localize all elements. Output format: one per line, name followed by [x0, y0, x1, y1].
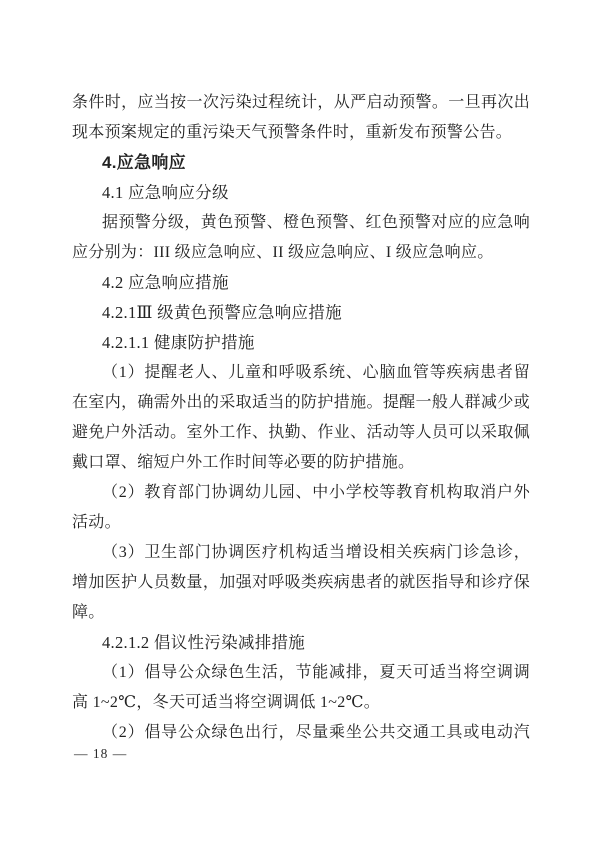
text-line: 活动。 [72, 514, 121, 531]
text-line: 避免户外活动。室外工作、执勤、作业、活动等人员可以采取佩 [72, 424, 530, 441]
document-body [72, 88, 530, 748]
text-line: 据预警分级，黄色预警、橙色预警、红色预警对应的应急响 [102, 214, 530, 231]
text-line: 4.2.1.1 健康防护措施 [102, 333, 255, 352]
text-line: （3）卫生部门协调医疗机构适当增设相关疾病门诊急诊， [102, 544, 530, 561]
text-line: 4.2.1Ⅲ 级黄色预警应急响应措施 [102, 303, 342, 322]
page-number: — 18 — [74, 746, 128, 761]
text-line: 戴口罩、缩短户外工作时间等必要的防护措施。 [72, 454, 415, 471]
text-line: 4.1 应急响应分级 [102, 183, 229, 202]
text-line: （2）倡导公众绿色出行，尽量乘坐公共交通工具或电动汽 [102, 724, 530, 741]
text-line: （1）倡导公众绿色生活，节能减排，夏天可适当将空调调 [102, 664, 530, 681]
text-line: 在室内，确需外出的采取适当的防护措施。提醒一般人群减少或 [72, 394, 530, 411]
text-line: 应分别为：III 级应急响应、II 级应急响应、I 级应急响应。 [72, 244, 494, 261]
text-line: 障。 [72, 604, 105, 621]
text-line: 增加医护人员数量，加强对呼吸类疾病患者的就医指导和诊疗保 [72, 574, 530, 591]
text-line: 现本预案规定的重污染天气预警条件时，重新发布预警公告。 [72, 124, 513, 141]
text-line: 条件时，应当按一次污染过程统计，从严启动预警。一旦再次出 [72, 94, 530, 111]
text-line: 4.应急响应 [102, 153, 186, 172]
text-line: （1）提醒老人、儿童和呼吸系统、心脑血管等疾病患者留 [102, 364, 530, 381]
text-line: 4.2.1.2 倡议性污染减排措施 [102, 633, 306, 652]
text-line: 高 1~2℃，冬天可适当将空调调低 1~2℃。 [72, 694, 381, 711]
text-line: （2）教育部门协调幼儿园、中小学校等教育机构取消户外 [102, 484, 530, 501]
text-line: 4.2 应急响应措施 [102, 273, 229, 292]
